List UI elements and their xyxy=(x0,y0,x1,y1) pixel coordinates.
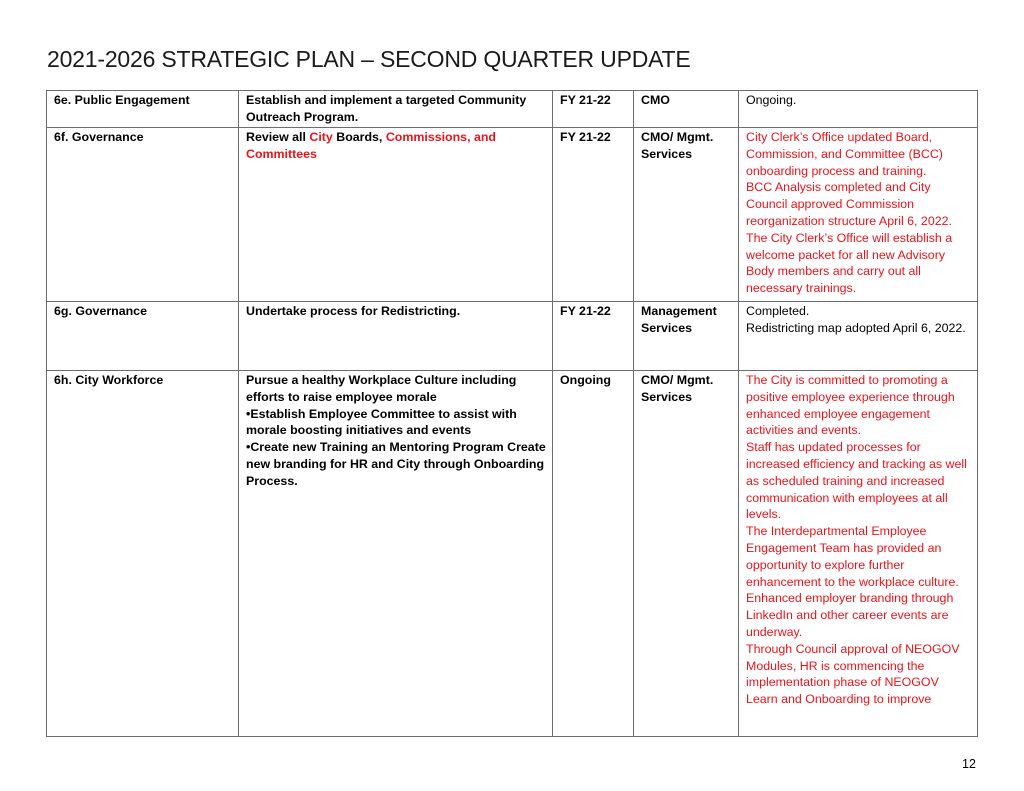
status-line: The City Clerk’s Office will establish a welcome packet for all new Advisory Body members and carry out all necessary trainings. xyxy=(746,230,953,296)
goal-id-cell: 6e. Public Engagement xyxy=(47,91,239,128)
goal-text: Establish and implement a targeted Community Outreach Program. xyxy=(246,93,527,124)
status-cell xyxy=(739,128,978,302)
status-line: Through Council approval of NEOGOV Modules, HR is commencing the implementation phase of NEOGOV Learn and Onboarding to improve xyxy=(746,641,960,707)
status-line: BCC Analysis completed and City Council approved Commission reorganization structure April 6, 2022. xyxy=(746,180,952,228)
status-line: Enhanced employer branding through LinkedIn and other career events are underway. xyxy=(746,591,954,639)
goal-bullet: •Create new Training an Mentoring Program Create new branding for HR and City through Onboarding Process. xyxy=(246,440,546,488)
goal-description-cell xyxy=(239,91,553,128)
lead-cell: CMO xyxy=(634,91,739,128)
goal-description-cell xyxy=(239,128,553,302)
timeline-cell: FY 21-22 xyxy=(553,91,634,128)
lead-cell: CMO/ Mgmt. Services xyxy=(634,128,739,302)
status-line: The Interdepartmental Employee Engagement Team has provided an opportunity to explore further enhancement to the workplace culture. xyxy=(746,524,959,589)
status-line: Completed. xyxy=(746,304,810,318)
goal-text: Review all xyxy=(246,130,310,144)
goal-text: Undertake process for Redistricting. xyxy=(246,304,461,318)
status-line: The City is committed to promoting a positive employee experience through enhanced employee engagement activities and events. xyxy=(746,373,955,438)
status-line: City Clerk’s Office updated Board, Commission, and Committee (BCC) onboarding process and training. xyxy=(746,130,943,178)
table-row xyxy=(47,302,978,371)
status-cell xyxy=(739,302,978,371)
table-row xyxy=(47,371,978,737)
status-line: Staff has updated processes for increased efficiency and tracking as well as scheduled training and increased communication with employees at all levels. xyxy=(746,440,967,522)
goal-description-cell xyxy=(239,302,553,371)
status-cell xyxy=(739,91,978,128)
timeline-cell: FY 21-22 xyxy=(553,128,634,302)
table-row xyxy=(47,128,978,302)
timeline-cell: FY 21-22 xyxy=(553,302,634,371)
goal-text: Boards, xyxy=(332,130,386,144)
timeline-cell: Ongoing xyxy=(553,371,634,737)
lead-cell: CMO/ Mgmt. Services xyxy=(634,371,739,737)
goal-text-highlight: City xyxy=(309,130,333,144)
goal-description-cell xyxy=(239,371,553,737)
page-number: 12 xyxy=(962,757,976,771)
goal-text-highlight: Commissions, and Committees xyxy=(246,130,496,161)
goal-id-cell: 6h. City Workforce xyxy=(47,371,239,737)
goal-id-cell: 6f. Governance xyxy=(47,128,239,302)
page-title: 2021-2026 STRATEGIC PLAN – SECOND QUARTER UPDATE xyxy=(47,46,691,72)
goal-id-cell: 6g. Governance xyxy=(47,302,239,371)
status-cell xyxy=(739,371,978,737)
table-row xyxy=(47,91,978,128)
status-line: Ongoing. xyxy=(746,93,797,107)
strategic-plan-table xyxy=(46,90,978,737)
status-line: Redistricting map adopted April 6, 2022. xyxy=(746,320,966,335)
goal-bullet: •Establish Employee Committee to assist with morale boosting initiatives and events xyxy=(246,406,517,438)
lead-cell: Management Services xyxy=(634,302,739,371)
goal-text: Pursue a healthy Workplace Culture including efforts to raise employee morale xyxy=(246,373,517,404)
